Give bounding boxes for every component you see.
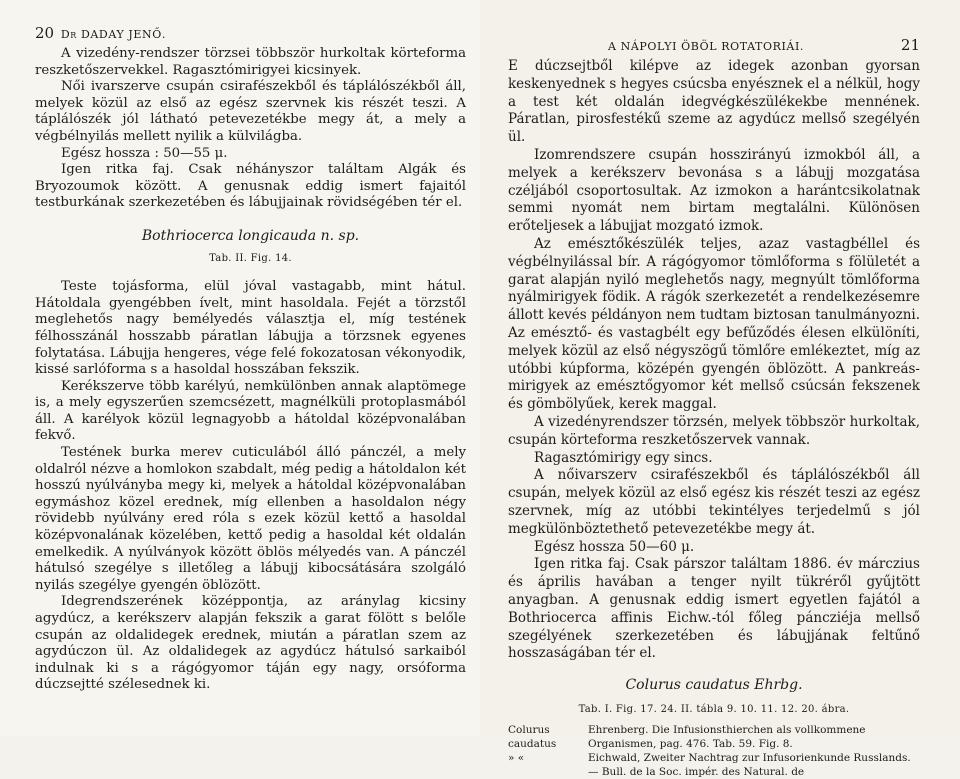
paragraph: A vizedény-rendszer törzsei többször hurkoltak körteforma reszketőszervekkel. Ragasztómirigyei kicsinyek. — [35, 46, 466, 78]
paragraph: Izomrendszere csupán hosszirányú izmokból áll, a melyek a kerékszerv bevonása s a lábujj mozgatása czéljából csoportosultak. Az izmokon a harántcsikolatnak semmi nyomát nem birtam megtalálni. Különösen erőteljesek a lábujjat mozgató izmok. — [508, 146, 920, 235]
reference-entry — [508, 751, 920, 779]
paragraph: Kerékszerve több karélyú, nemkülönben annak alaptömege is, a mely egyszerűen szemcsézett, magnélküli protoplasmából áll. A karélyok közül legnagyobb a hátoldal középvonalában fekvő. — [35, 378, 466, 444]
paragraph: Igen ritka faj. Csak néhányszor találtam Algák és Bryozoumok között. A genusnak eddig ismert fajaitól testburkának szerkezetében és lábujjainak rövidségében tér el. — [35, 162, 466, 211]
plate-reference: Tab. II. Fig. 14. — [209, 252, 292, 264]
left-page-number: 20 — [35, 24, 55, 42]
paragraph: Idegrendszerének középpontja, az aránylag kicsiny agydúcz, a kerékszerv alapján fekszik a garat fölött s belőle csupán az oldalidegek erednek, miután a páratlan szem az agydúczon ül. Az oldalidegek az agydúcz hátulsó sarkaiból indulnak ki s a rágógyomor táján egy nagy, orsóforma dúczsejtté szélesednek ki. — [35, 594, 466, 693]
left-page-body — [35, 46, 466, 694]
paragraph: A vizedényrendszer törzsén, melyek többször hurkoltak, csupán körteforma reszketőszervek vannak. — [508, 413, 920, 448]
paragraph: A nőivarszerv csirafészekből és táplálószékből áll csupán, melyek közül az első egész kis részét teszi az egész szervnek, míg az utóbbi tekintélyes terjedelmű s jól megkülönböztethető petevezetékbe megy át. — [508, 467, 920, 537]
reference-entry — [508, 723, 920, 751]
paragraph: Teste tojásforma, elül jóval vastagabb, mint hátul. Hátoldala gyengébben ívelt, mint hasoldala. Fejét a törzstől meglehetős nagy bemélyedés választja el, míg testének félhosszánál hosszabb páratlan lábujja a törzsnek egyenes folytatása. Lábujja hengeres, vége felé fokozatosan vékonyodik, kissé sarlóforma s a hasoldal hosszában fekszik. — [35, 279, 466, 378]
reference-text: Ehrenberg. Die Infusionsthierchen als vollkommene Organismen, pag. 476. Tab. 59. Fig. 8. — [588, 723, 866, 750]
species-heading: Colurus caudatus Ehrbg. — [625, 677, 803, 694]
species-heading: Bothriocerca longicauda n. sp. — [141, 227, 360, 244]
right-page-header — [508, 36, 920, 58]
right-running-head: A NÁPOLYI ÖBÖL ROTATORIÁI. — [608, 40, 805, 53]
reference-lead: Colurus caudatus — [508, 723, 557, 750]
right-page — [480, 0, 960, 778]
left-page-header — [35, 24, 466, 46]
left-running-head: Dr DADAY JENŐ. — [60, 28, 166, 41]
left-page — [0, 0, 480, 736]
reference-lead: » « — [508, 751, 525, 764]
paragraph: Ragasztómirigy egy sincs. — [534, 449, 713, 466]
right-page-body — [508, 58, 920, 779]
paragraph: E dúczsejtből kilépve az idegek azonban gyorsan keskenyednek s hegyes csúcsba enyésznek el a nélkül, hogy a test két oldalán idegvégkészülékekbe mennének. Páratlan, pirosfestékű szeme az agydúcz mellső szegélyén ül. — [508, 58, 920, 146]
paragraph: Testének burka merev cuticulából álló pánczél, a mely oldalról nézve a homlokon szabdalt, még pedig a hátoldalon két hosszú nyúlványba megy ki, melyek a hátoldal középvonalában egymáshoz közel erednek, míg ellenben a hasoldalon négy rövidebb nyúlvány ered róla s ezek közül kettő a hasoldal középvonalának közelében, kettő pedig a hasoldal két oldalán emelkedik. A nyúlványok között öblös mélyedés van. A pánczél hátulsó szegélye s illetőleg a lábujj kibocsátására szolgáló nyilás szegélye gyengén öblözött. — [35, 445, 466, 593]
paragraph: Az emésztőkészülék teljes, azaz vastagbéllel és végbélnyilással bír. A rágógyomor tömlőforma s fölületét a garat alapján nyiló meglehetős nagy, megnyúlt tömlőforma nyálmirigyek födik. A rágók szerkezetét a rendelkezésemre állott kevés példányon nem tudtam biztosan tanulmányozni. Az emésztő- és vastagbélt egy befűződés élesen elkülöníti, melyek közül az első négyszögű tömlőre emlékeztet, míg az utóbbi kúpforma, középén gyengén öblözött. A pankreás-mirigyek az emésztőgyomor két mellső csúcsán fekszenek és gömbölyűek, kerek maggal. — [508, 235, 920, 413]
paragraph: Női ivarszerve csupán csirafészekből és táplálószékből áll, melyek közül az első az egész szervnek kis részét teszi. A táplálószék jól látható petevezetékbe megy át, a mely a végbélnyilás mellett nyilik a külvilágba. — [35, 79, 466, 144]
paragraph: Igen ritka faj. Csak párszor találtam 1886. év márczius és április havában a tenger nyilt tükréről gyűjtött anyagban. A genusnak eddig ismert egyetlen fajától a Bothriocerca affinis Eichw.-tól főleg páncziéja mellső szegélyének szerkezetében és lábujjának feltűnő hosszaságában tér el. — [508, 556, 920, 662]
reference-list — [508, 723, 920, 779]
right-page-number: 21 — [900, 36, 920, 54]
reference-text: Eichwald, Zweiter Nachtrag zur Infusorienkunde Russlands. — Bull. de la Soc. impér. des Natural. de — [588, 751, 911, 778]
paragraph: Egész hossza : 50—55 μ. — [61, 145, 228, 161]
plate-reference: Tab. I. Fig. 17. 24. II. tábla 9. 10. 11. 12. 20. ábra. — [578, 703, 850, 715]
paragraph: Egész hossza 50—60 μ. — [534, 538, 695, 555]
